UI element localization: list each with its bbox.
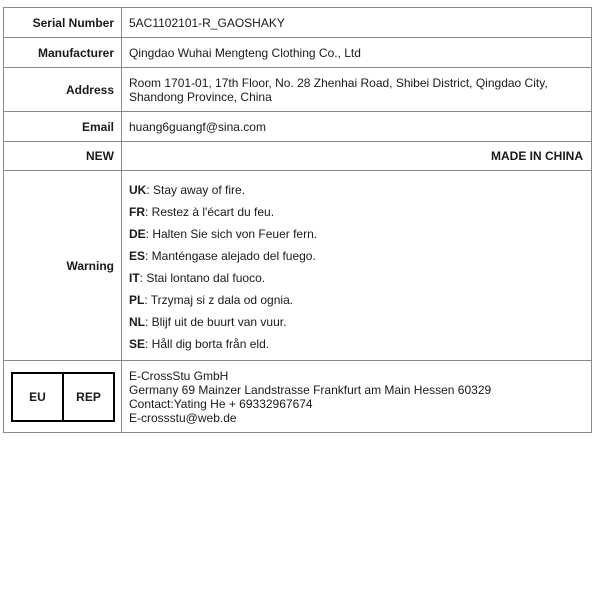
warning-row: [4, 171, 592, 361]
eu-badge-text: EU: [13, 374, 64, 420]
eu-rep-badge: [11, 372, 115, 422]
serial-number-label: Serial Number: [4, 8, 122, 38]
warning-text: : Blijf uit de buurt van vuur.: [145, 314, 287, 329]
warning-item-de: [129, 223, 585, 245]
manufacturer-value: Qingdao Wuhai Mengteng Clothing Co., Ltd: [122, 38, 592, 68]
warning-item-pl: [129, 289, 585, 311]
warning-item-nl: [129, 311, 585, 333]
serial-number-value: 5AC1102101-R_GAOSHAKY: [122, 8, 592, 38]
warning-text: : Restez à l'écart du feu.: [145, 204, 275, 219]
warning-item-es: [129, 245, 585, 267]
warning-text: : Håll dig borta från eld.: [145, 336, 270, 351]
new-label: NEW: [4, 142, 122, 171]
warning-code: FR: [129, 204, 145, 219]
warning-code: ES: [129, 248, 146, 263]
made-in-china-value: MADE IN CHINA: [122, 142, 592, 171]
eu-rep-details: [122, 361, 592, 433]
rep-badge-text: REP: [76, 389, 101, 404]
warning-item-it: [129, 267, 585, 289]
email-row: [4, 112, 592, 142]
eu-rep-company: E-CrossStu GmbH: [129, 368, 229, 383]
serial-number-row: [4, 8, 592, 38]
warning-code: IT: [129, 270, 140, 285]
manufacturer-label: Manufacturer: [4, 38, 122, 68]
warning-item-se: [129, 333, 585, 355]
warning-label: Warning: [4, 171, 122, 361]
manufacturer-row: [4, 38, 592, 68]
email-label: Email: [4, 112, 122, 142]
warning-item-fr: [129, 201, 585, 223]
warning-code: DE: [129, 226, 146, 241]
warning-text: : Halten Sie sich von Feuer fern.: [145, 226, 318, 241]
new-row: [4, 142, 592, 171]
warning-text: : Manténgase alejado del fuego.: [145, 248, 316, 263]
warning-item-uk: [129, 179, 585, 201]
address-row: [4, 68, 592, 112]
warning-code: SE: [129, 336, 146, 351]
warning-text: : Stay away of fire.: [146, 182, 246, 197]
warning-text: : Trzymaj si z dala od ognia.: [144, 292, 294, 307]
eu-rep-row: [4, 361, 592, 433]
eu-rep-address: Germany 69 Mainzer Landstrasse Frankfurt am Main Hessen 60329: [129, 382, 492, 397]
warning-list-cell: [122, 171, 592, 361]
warning-text: : Stai lontano dal fuoco.: [139, 270, 266, 285]
eu-rep-badge-cell: [4, 361, 122, 433]
warning-list: [129, 173, 585, 359]
warning-code: PL: [129, 292, 145, 307]
address-label: Address: [4, 68, 122, 112]
eu-rep-email: E-crossstu@web.de: [129, 410, 237, 425]
product-label-table: [3, 7, 592, 433]
eu-rep-contact: Contact:Yating He + 69332967674: [129, 396, 313, 411]
warning-code: NL: [129, 314, 145, 329]
email-value: huang6guangf@sina.com: [122, 112, 592, 142]
address-value: Room 1701-01, 17th Floor, No. 28 Zhenhai Road, Shibei District, Qingdao City, Shandong Province, China: [122, 68, 592, 112]
eu-rep-lines: [129, 369, 585, 425]
warning-code: UK: [129, 182, 147, 197]
